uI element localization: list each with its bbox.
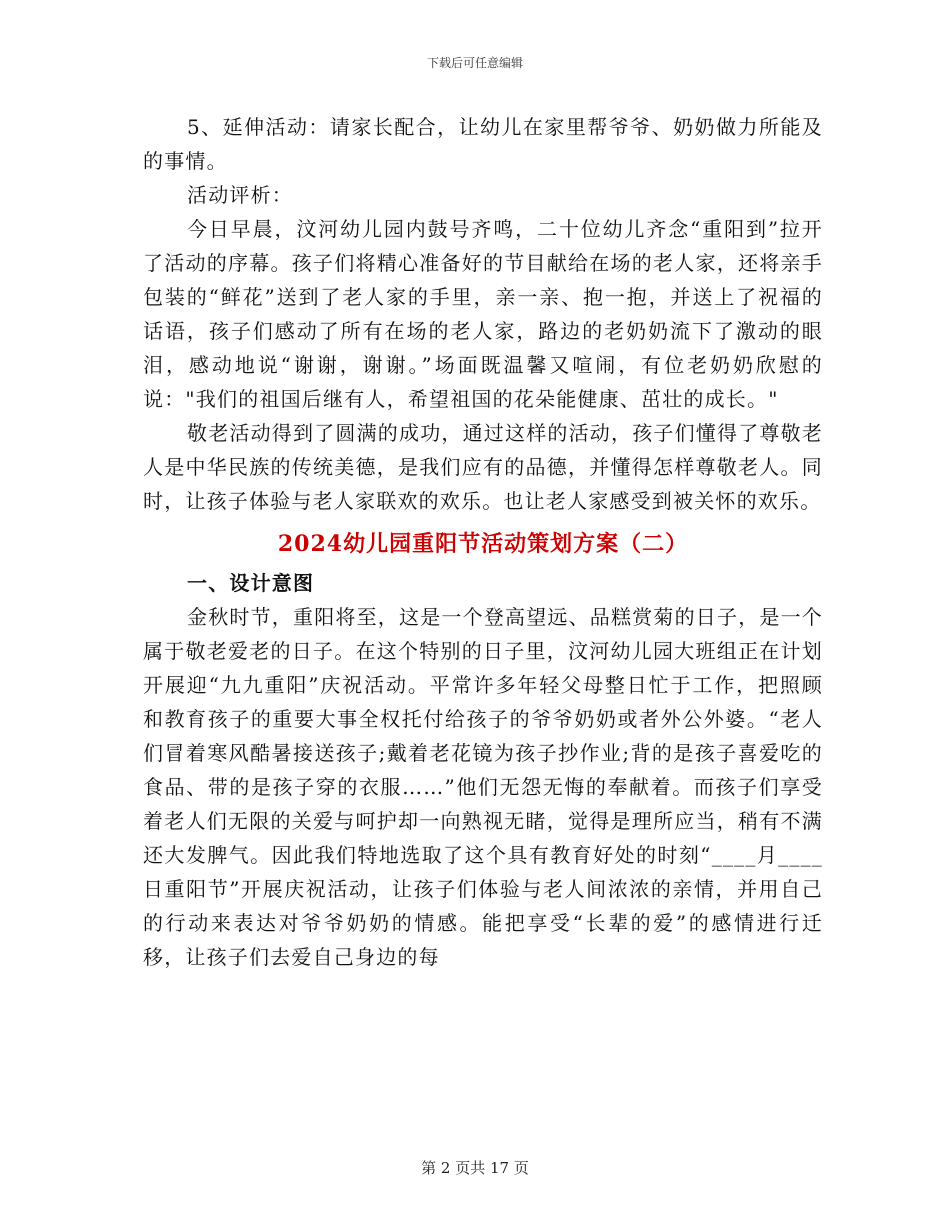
analysis-paragraph-2: 敬老活动得到了圆满的成功，通过这样的活动，孩子们懂得了尊敬老人是中华民族的传统美德，是我们应有的品德，并懂得怎样尊敬老人。同时，让孩子体验与老人家联欢的欢乐。也让老人家感受到被关怀的欢乐。 bbox=[143, 421, 823, 513]
design-intent-paragraph: 金秋时节，重阳将至，这是一个登高望远、品糕赏菊的日子，是一个属于敬老爱老的日子。在这个特别的日子里，汶河幼儿园大班组正在计划开展迎“九九重阳”庆祝活动。平常许多年轻父母整日忙于工作，把照顾和教育孩子的重要大事全权托付给孩子的爷爷奶奶或者外公外婆。“老人们冒着寒风酷暑接送孩子;戴着老花镜为孩子抄作业;背的是孩子喜爱吃的食品、带的是孩子穿的衣服……”他们无怨无悔的奉献着。而孩子们享受着老人们无限的关爱与呵护却一向熟视无睹，觉得是理所应当，稍有不满还大发脾气。因此我们特地选取了这个具有教育好处的时刻“____月____日重阳节”开展庆祝活动，让孩子们体验与老人间浓浓的亲情，并用自己的行动来表达对爷爷奶奶的情感。能把享受“长辈的爱”的感情进行迁移，让孩子们去爱自己身边的每 bbox=[143, 605, 823, 969]
header-note: 下载后可任意编辑 bbox=[426, 56, 523, 70]
analysis-label: 活动评析： bbox=[187, 183, 293, 207]
design-intent-heading: 一、设计意图 bbox=[187, 571, 315, 595]
document-body bbox=[143, 110, 823, 974]
analysis-paragraph-1: 今日早晨，汶河幼儿园内鼓号齐鸣，二十位幼儿齐念“重阳到”拉开了活动的序幕。孩子们将精心准备好的节目献给在场的老人家，还将亲手包装的“鲜花”送到了老人家的手里，亲一亲、抱一抱，并送上了祝福的话语，孩子们感动了所有在场的老人家，路边的老奶奶流下了激动的眼泪，感动地说“谢谢，谢谢。”场面既温馨又喧闹，有位老奶奶欣慰的说："我们的祖国后继有人，希望祖国的花朵能健康、茁壮的成长。" bbox=[143, 217, 823, 411]
section-title: 2024幼儿园重阳节活动策划方案（二） bbox=[277, 531, 689, 557]
item-5-paragraph: 5、延伸活动：请家长配合，让幼儿在家里帮爷爷、奶奶做力所能及的事情。 bbox=[143, 115, 823, 173]
page-number-footer: 第 2 页共 17 页 bbox=[421, 1159, 529, 1177]
